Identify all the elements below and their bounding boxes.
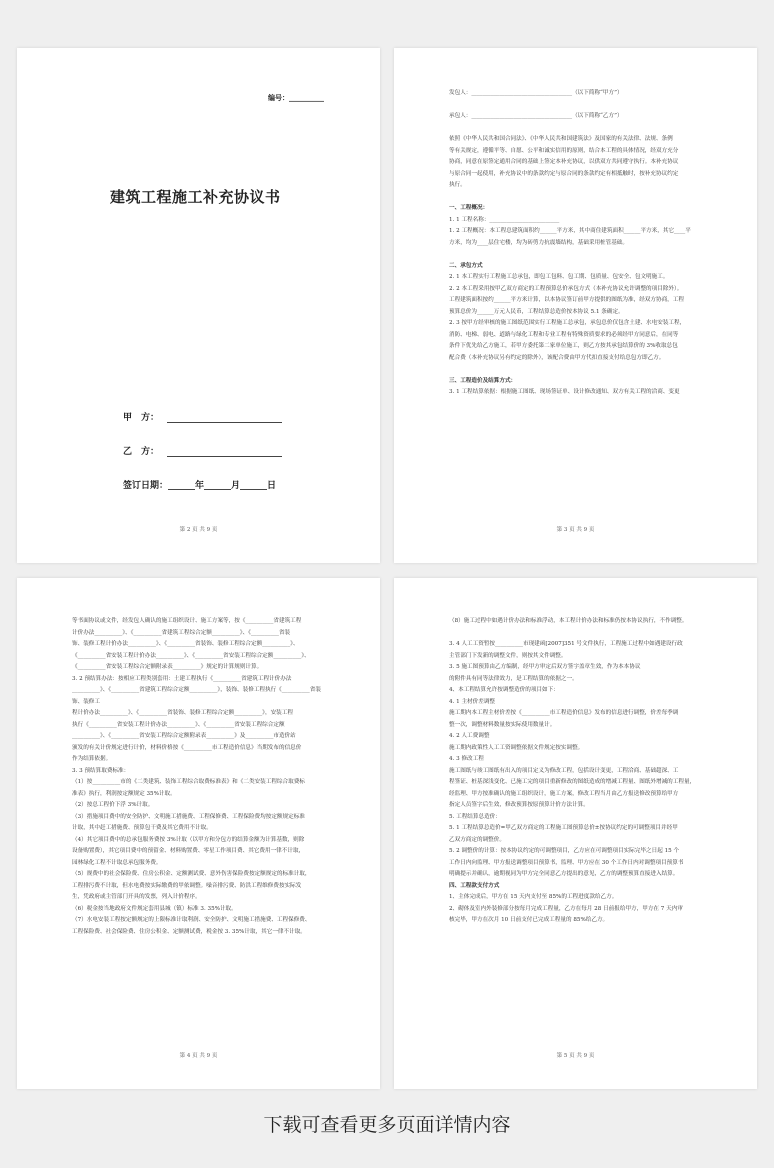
page-body <box>449 88 707 399</box>
text-line: 三、工程造价及结算方式： <box>449 377 517 384</box>
blank-line <box>449 628 707 640</box>
text-line: 执行《__________省安装工程计价办法__________》、《__________省安装工程综合定额 <box>72 721 285 728</box>
text-line: 依照《中华人民共和国合同法》、《中华人民共和国建筑法》及国家的有关法律、法规、条例 <box>449 136 673 142</box>
text-line: （6）税金按当地政府文件规定套用县城（镇）标准 3. 35%计取。 <box>72 905 237 912</box>
text-line: __________》、《__________省建筑工程综合定额__________》，装饰、装修工程执行《__________省装饰、装修工 <box>72 687 321 705</box>
text-line: 设备购置费），其它项目费中的预留金、材料购置费、零星工作项目费、其它费用一律不计取， <box>72 848 305 854</box>
page-footer: 第 5 页 共 9 页 <box>556 1053 595 1059</box>
party-a-row <box>123 410 282 423</box>
text-line: 饰、装修工程计价办法__________》、《__________省装饰、装修工程综合定额__________》、 <box>72 641 299 647</box>
text-line: 5. 工程结算总造价： <box>449 813 501 820</box>
sign-date: 签订日期：______年______月______日 <box>123 481 277 491</box>
document-page-cover <box>17 48 380 563</box>
document-page-3 <box>394 48 757 563</box>
text-line: 计价办法__________》、《__________省建筑工程综合定额__________》、《__________省装 <box>72 629 291 636</box>
blank-line <box>449 123 707 135</box>
text-line: 四、工程款支付方式 <box>449 882 500 889</box>
text-line: 等书面协议或文件，经发包人确认的施工组织设计、施工方案等，按《__________省建筑工程 <box>72 618 302 624</box>
text-line: 发包人：____________________________________（以下简称“甲方”） <box>449 90 623 96</box>
text-line: 1. 2 工程概况：本工程总建筑面积约______平方米，其中商住建筑面积______平方米，其它____平 <box>449 228 691 234</box>
text-line: 工程保险费、社会保险费、住房公积金、定额测试费，税金按 3. 35%计取，其它一律不计取。 <box>72 928 306 935</box>
text-line: 园林绿化工程不计取总承包服务费。 <box>72 859 162 866</box>
party-a-label: 甲 方： <box>123 413 160 423</box>
text-line: （5）规费中的社会保险费、住房公积金、定额测试费、意外伤害保险费按定额规定的标准计取， <box>72 871 311 877</box>
text-line: 条件下优先给乙方施工，若甲方委托第二家单位施工，则乙方按其承包结算价的 3%收取总包 <box>449 343 678 349</box>
text-line: 4. 3 修改工程 <box>449 756 484 762</box>
blank-line <box>449 192 707 204</box>
text-line: 施工图纸与竣工图纸有出入的项目定义为修改工程，包括设计变更，工程洽商、基础超深、工 <box>449 767 679 774</box>
text-line: 4、本工程结算允许按调整造价的项目如下： <box>449 687 559 693</box>
text-line: 1. 1 工程名称：_________________________ <box>449 216 560 223</box>
text-line: 4. 1 主材价差调整 <box>449 698 496 705</box>
text-line: 3. 1 工程结算依据：根据施工图纸、现场签证单、设计修改通知、双方有关工程的洽商、变更 <box>449 389 680 395</box>
text-line: 工程排污费不计取，但水电费按实际缴费的甲依调整。噪音排污费、防洪工程维修费按实际发 <box>72 882 302 889</box>
download-caption: 下载可查看更多页面详情内容 <box>263 1114 511 1136</box>
text-line: __________》、《__________省安装工程综合定额附录表__________》及__________市造价站 <box>72 733 296 739</box>
text-line: 程计价办法__________》、《__________省装饰、装修工程综合定额__________》，安装工程 <box>72 710 293 716</box>
blank-line <box>449 249 707 261</box>
page-body <box>449 616 707 927</box>
text-line: 1、主体完成后，甲方在 15 天内支付至 85%的工程进度款给乙方。 <box>449 894 618 900</box>
blank-line <box>449 364 707 376</box>
text-line: 准表》执行，利润按定额规定 35%计取。 <box>72 790 176 797</box>
page-body <box>72 616 330 938</box>
text-line: 生，凭政府或主管部门开具的发票，列入计价程序。 <box>72 894 201 900</box>
text-line: 5. 1 工程结算总造价=甲乙双方商定的工程施工图预算总价±按协议约定的可调整项目并经甲 <box>449 825 678 831</box>
text-line: 与原合同一起使用，补充协议中的条款约定与原合同的条款约定有相抵触时，按补充协议约定 <box>449 170 679 177</box>
text-line: 乙双方商定的调整价。 <box>449 836 505 843</box>
text-line: 3. 3 预结算取费标准： <box>72 767 130 774</box>
text-line: 主管部门下发新的调整文件，则按其文件调整。 <box>449 652 567 659</box>
text-line: 配合费（本补充协议另有约定的除外），该配合费由甲方代扣直接支付给总包方即乙方。 <box>449 354 665 361</box>
text-line: 承包人：____________________________________（以下简称“乙方”） <box>449 113 623 119</box>
text-line: 方米，均为____层住宅楼，均为砖剪力抗震墙结构，基础采用桩管基础。 <box>449 239 629 246</box>
text-line: 2、砌体及室内外装修部分按每月完成工程量，乙方在每月 28 日前报给甲方，甲方在 7 天内审 <box>449 905 683 912</box>
text-line: 工作日内向监理、甲方报送调整项目预算书，监理、甲方应在 30 个工作日内对调整项目预算书 <box>449 859 684 866</box>
party-b-row <box>123 444 282 457</box>
text-line: 执行。 <box>449 182 466 188</box>
party-b-label: 乙 方： <box>123 447 160 457</box>
text-line: 程签证、桩基深浅变化、已施工完的项目重新修改的图纸造成的增减工程量、图纸外增减的工程量， <box>449 779 696 785</box>
text-line: 2. 3 按甲方经审核的施工图纸范围实行工程施工总承包，承包总价仅包含土建、水电安装工程， <box>449 320 686 326</box>
text-line: 等有关规定，遵循平等、自愿、公平和诚实信用的原则，结合本工程的具体情况，经双方充分 <box>449 147 679 154</box>
text-line: 消防、电梯、弱电、道路与绿化工程和专业工程有特殊资质要求的必须经甲方同意后，在同等 <box>449 331 679 338</box>
text-line: 《__________省安装工程计价办法__________》、《__________省安装工程综合定额__________》、 <box>72 652 310 659</box>
text-line: 的附件具有同等法律效力，是工程结算的依据之一。 <box>449 675 578 682</box>
text-line: 工程建筑面积按约______平方米计算，以本协议签订前甲方提供的图纸为准，经双方协商，工程 <box>449 297 684 303</box>
text-line: 指定人员签字后生效，修改预算按原预算计价方法计算。 <box>449 802 589 808</box>
text-line: （3）措施项目费中的安全防护、文明施工措施费、工程保修费、工程保险费均按定额规定标准 <box>72 813 305 820</box>
text-line: 整一次，调整材料数量按实际使用数量计。 <box>449 721 556 728</box>
text-line: （1）按__________市的《二类建筑、装饰工程综合取费标准表》和《二类安装工程综合取费标 <box>72 779 305 785</box>
blank-line <box>449 100 707 112</box>
document-title: 建筑工程施工补充协议书 <box>110 188 281 206</box>
text-line: 经监理、甲方按准确认的施工组织设计，施工方案，修改工程当月由乙方报送修改预算给甲方 <box>449 790 679 797</box>
text-line: 一、工程概况： <box>449 205 489 211</box>
text-line: 2. 1 本工程实行工程施工总承包，即包工包料、包工期、包质量、包安全、包文明施工。 <box>449 274 669 280</box>
text-line: 施工期内本工程主材价差按《__________市工程造价信息》发布的信息进行调整，价差每季调 <box>449 710 679 716</box>
text-line: （8）施工过程中如遇计价办法和标准浮动，本工程计价办法和标准仍按本协议执行，不作调整。 <box>449 618 688 624</box>
text-line: 5. 2 调整价的计算：按本协议约定的可调整项目，乙方应在可调整项目实际完毕之日起 15 个 <box>449 848 680 854</box>
text-line: 3. 2 预结算办法：按相应工程类别套用：土建工程执行《__________省建筑工程计价办法 <box>72 675 292 682</box>
text-line: 核完毕，甲方在次月 10 日前支付已完成工程量的 85%给乙方。 <box>449 917 609 923</box>
page-footer: 第 2 页 共 9 页 <box>179 527 218 533</box>
text-line: 二、承包方式 <box>449 262 483 269</box>
text-line: 明确提示并确认，逾期视同为甲方完全同意乙方提出的意见，乙方的调整预算直接进入结算。 <box>449 871 679 877</box>
text-line: 施工期内政策性人工工资调整依据文件规定按实调整。 <box>449 744 584 751</box>
text-line: 预算总价为______万元人民币，工程结算总造价按本协议 5.1 条确定。 <box>449 308 624 315</box>
text-line: 颁发的有关计价规定进行计价，材料价格按《__________市工程造价信息》当期发布的信息价 <box>72 744 302 751</box>
text-line: 作为结算依据。 <box>72 756 112 762</box>
document-number-label: 编号：__________ <box>268 93 324 102</box>
text-line: 3. 4 人工工资暂按__________市现建函[2007]351 号文件执行，工程施工过程中如遇建设行政 <box>449 641 683 647</box>
text-line: 《__________省安装工程综合定额附录表__________》规定的计算规则计算。 <box>72 664 263 670</box>
text-line: （2）按总工程价下浮 3%计取。 <box>72 802 154 808</box>
text-line: （7）水电安装工程按定额规定的上限标准计取利润、安全防护、文明施工措施费、工程保修费、 <box>72 917 311 923</box>
text-line: 4. 2 人工费调整 <box>449 733 490 739</box>
text-line: 2. 2 本工程采用按甲乙双方商定的工程预算总价承包方式（本补充协议允许调整的项目除外）。 <box>449 285 683 292</box>
document-page-5 <box>394 578 757 1089</box>
text-line: 计取，其中赶工措施费、预算包干费及其它费用不计取。 <box>72 825 212 831</box>
page-footer: 第 3 页 共 9 页 <box>556 527 595 533</box>
text-line: （4）其它项目费中的总承包服务费按 3%计取（以甲方和分包方的结算金额为计算基数，则除 <box>72 836 305 843</box>
page-footer: 第 4 页 共 9 页 <box>179 1053 218 1059</box>
text-line: 3. 5 施工图预算由乙方编制，经甲方审定后双方签字盖章生效，作为本本协议 <box>449 664 641 670</box>
party-a-line <box>167 413 282 423</box>
document-page-4 <box>17 578 380 1089</box>
party-b-line <box>167 447 282 457</box>
text-line: 协商，同意在原签定通用合同的基础上签定本补充协议，以供双方共同遵守执行。本补充协议 <box>449 159 679 165</box>
